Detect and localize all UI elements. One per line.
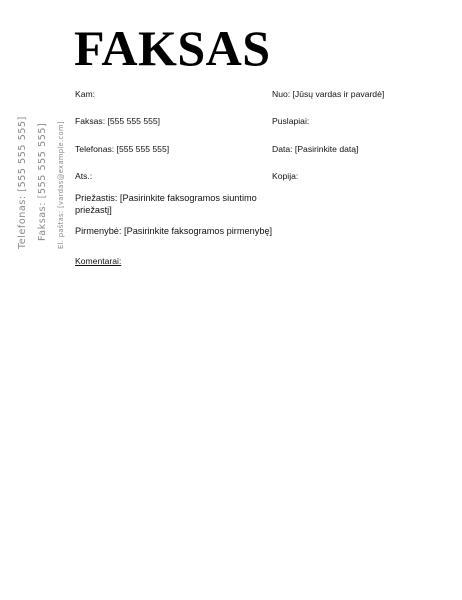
to-field[interactable]: Kam: [75, 89, 96, 99]
pages-field[interactable]: Puslapiai: [272, 116, 310, 126]
phone-field[interactable]: Telefonas: [555 555 555] [75, 144, 170, 154]
copy-field[interactable]: Kopija: [272, 171, 299, 181]
re-field[interactable]: Ats.: [75, 171, 93, 181]
sidebar-fax: Faksas: [555 555 555] [37, 122, 48, 241]
sidebar-email: El. paštas: [vardas@example.com] [57, 121, 65, 249]
comments-label: Komentarai: [75, 256, 122, 266]
from-field[interactable]: Nuo: [Jūsų vardas ir pavardė] [272, 89, 385, 99]
priority-field[interactable]: Pirmenybė: [Pasirinkite faksogramos pirmenybę] [75, 226, 273, 236]
fax-field[interactable]: Faksas: [555 555 555] [75, 116, 161, 126]
sidebar-phone: Telefonas: [555 555 555] [17, 116, 28, 249]
reason-field[interactable]: Priežastis: [Pasirinkite faksogramos siuntimo priežastį] [75, 193, 257, 215]
date-field[interactable]: Data: [Pasirinkite datą] [272, 144, 359, 154]
document-title: FAKSAS [74, 20, 271, 76]
